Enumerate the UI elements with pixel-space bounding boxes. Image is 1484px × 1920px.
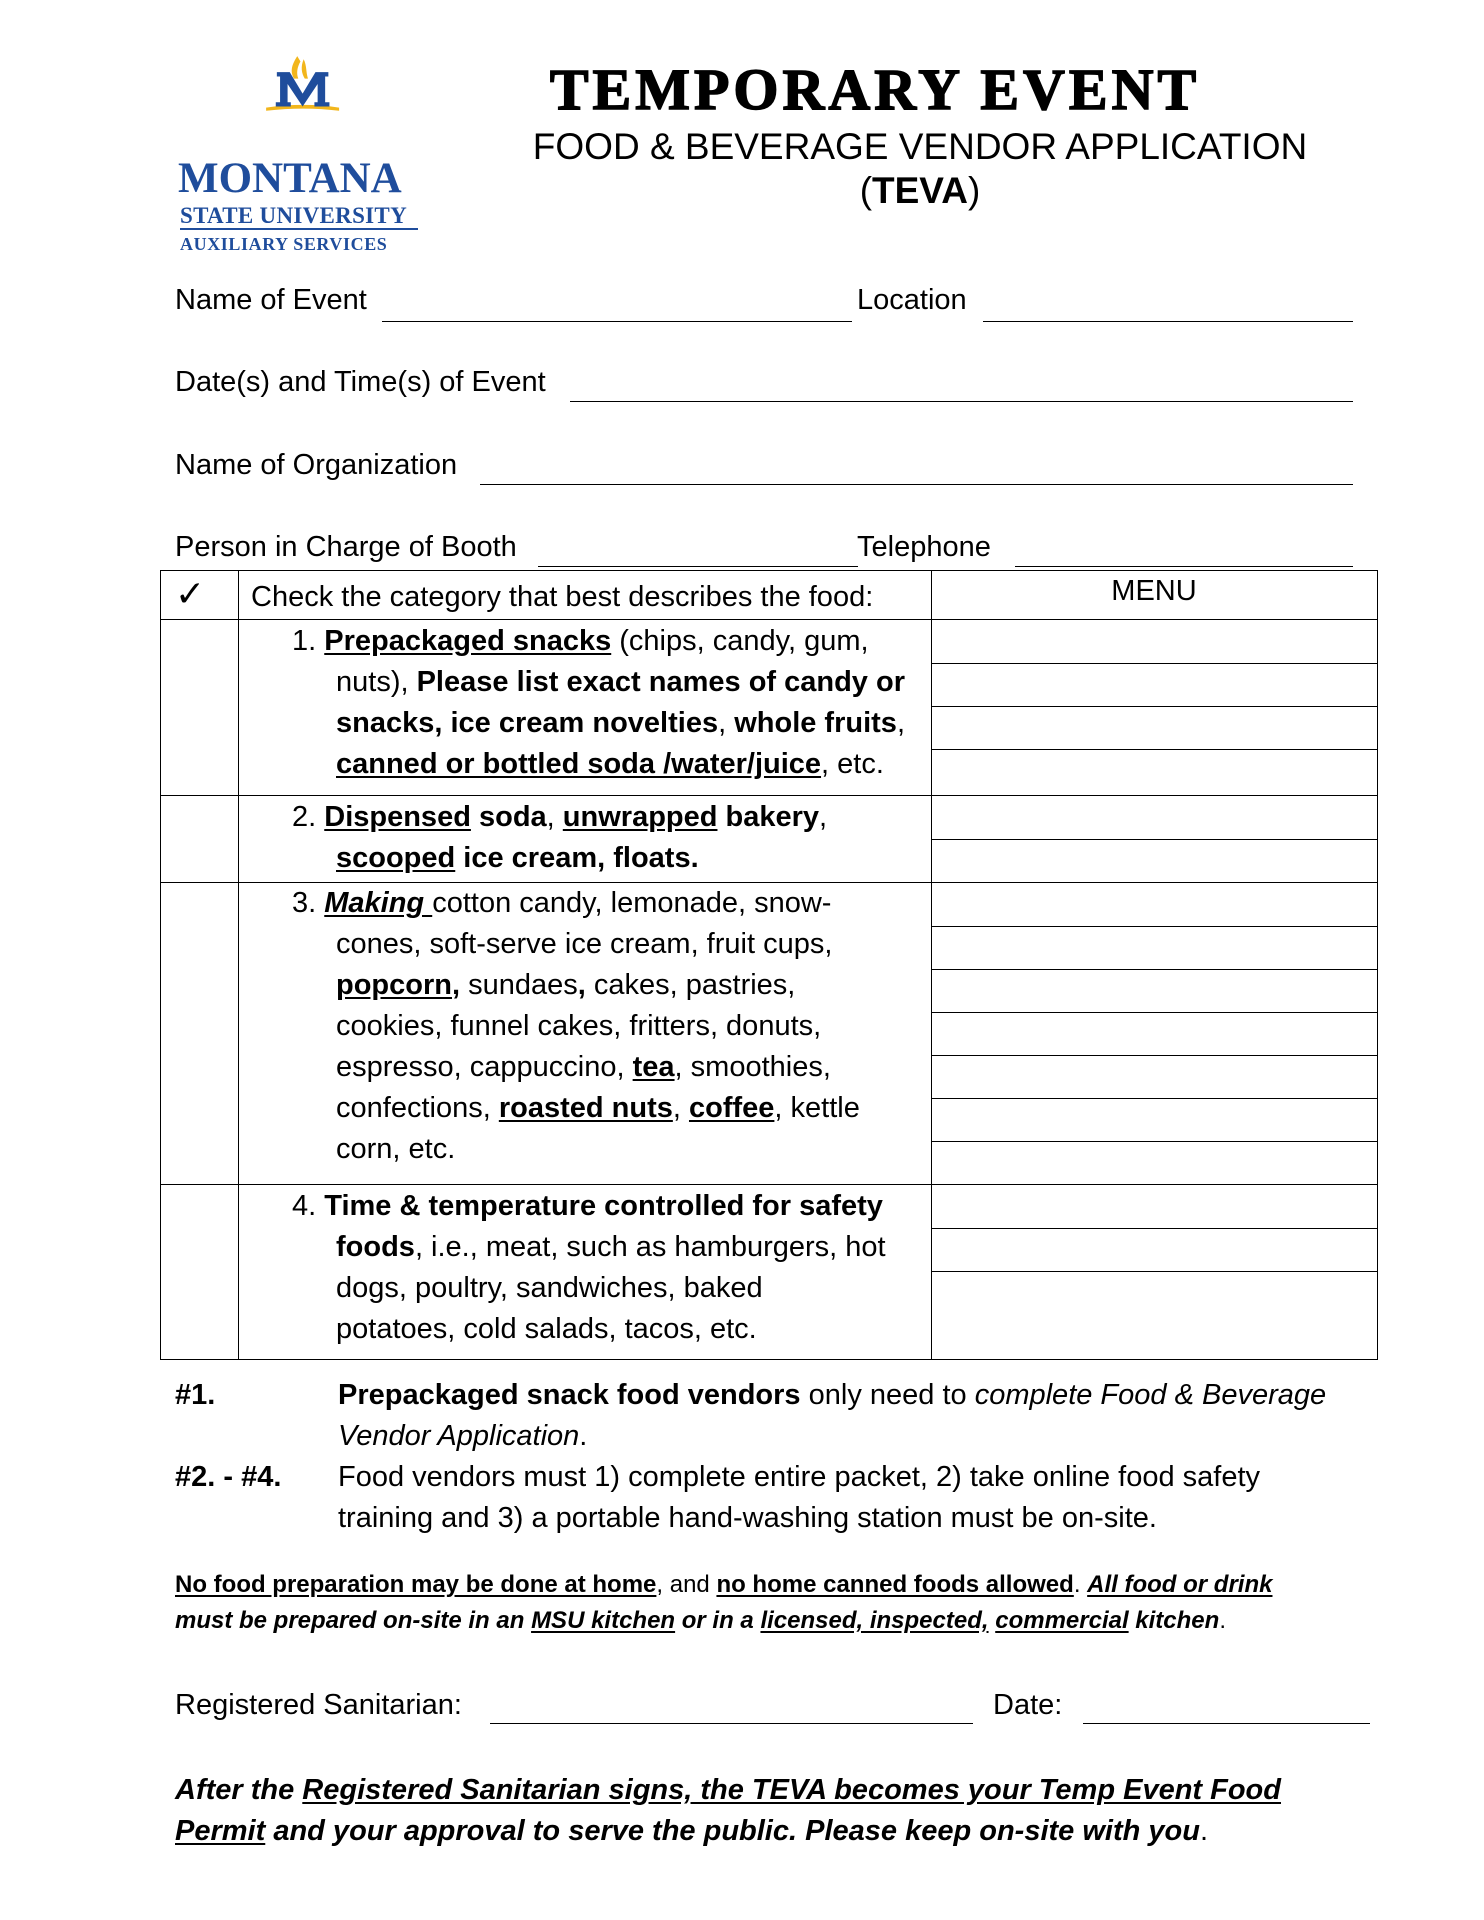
check-mark-icon: ✓ xyxy=(175,573,206,614)
date-field[interactable] xyxy=(1083,1723,1370,1724)
logo-state-university: STATE UNIVERSITY xyxy=(180,203,407,228)
logo-auxiliary-services: AUXILIARY SERVICES xyxy=(180,234,388,254)
dates-field[interactable] xyxy=(570,401,1353,402)
note-2-label: #2. - #4. xyxy=(175,1461,282,1493)
sanitarian-label: Registered Sanitarian: xyxy=(175,1689,462,1721)
menu-header: MENU xyxy=(1111,575,1197,607)
permit-notice: After the Registered Sanitarian signs, the TEVA becomes your Temp Event Food Permit and your approval to serve the public. Please keep on-site with you. xyxy=(175,1774,1281,1847)
note-1-text: Prepackaged snack food vendors only need to complete Food & Beverage Vendor Application. xyxy=(338,1379,1327,1452)
m-letter-icon xyxy=(276,72,330,106)
event-name-field[interactable] xyxy=(382,321,852,322)
food-category-table xyxy=(160,570,1378,1360)
category-2-text: 2. Dispensed soda, unwrapped bakery, scooped ice cream, floats. xyxy=(292,801,828,874)
dates-label: Date(s) and Time(s) of Event xyxy=(175,366,546,398)
msu-logo-mark xyxy=(176,55,426,165)
location-field[interactable] xyxy=(983,321,1353,322)
telephone-field[interactable] xyxy=(1015,566,1353,567)
category-1-checkbox[interactable] xyxy=(165,623,235,791)
location-label: Location xyxy=(857,284,967,316)
flame-icon xyxy=(292,56,301,79)
category-3-checkbox[interactable] xyxy=(165,886,235,1181)
category-2-checkbox[interactable] xyxy=(165,799,235,879)
category-4-checkbox[interactable] xyxy=(165,1188,235,1356)
organization-field[interactable] xyxy=(480,484,1353,485)
event-name-label: Name of Event xyxy=(175,284,367,316)
telephone-label: Telephone xyxy=(857,531,991,563)
date-label: Date: xyxy=(993,1689,1063,1721)
page-title: TEMPORARY EVENT xyxy=(549,57,1201,122)
note-1-label: #1. xyxy=(175,1379,216,1411)
category-header: Check the category that best describes the food: xyxy=(251,581,874,613)
category-3-text: 3. Making cotton candy, lemonade, snow- cones, soft-serve ice cream, fruit cups, popcorn, sundaes, cakes, pastries, cookies, funnel cakes, fritters, donuts, espresso, cappuccino, tea, smoothies, confections, roasted nuts, coffee, kettle corn, etc. xyxy=(292,887,860,1165)
logo-divider xyxy=(180,228,418,230)
organization-label: Name of Organization xyxy=(175,449,458,481)
page-subtitle: FOOD & BEVERAGE VENDOR APPLICATION (TEVA) xyxy=(532,126,1308,211)
home-preparation-warning: No food preparation may be done at home, and no home canned foods allowed. All food or drink must be prepared on-site in an MSU kitchen or in a licensed, inspected, commercial kitchen. xyxy=(175,1571,1273,1634)
logo-montana: MONTANA xyxy=(178,155,402,202)
sanitarian-signature-field[interactable] xyxy=(490,1723,973,1724)
category-1-text: 1. Prepackaged snacks (chips, candy, gum, nuts), Please list exact names of candy or snacks, ice cream novelties, whole fruits, canned or bottled soda /water/juice, etc. xyxy=(292,625,905,780)
person-in-charge-label: Person in Charge of Booth xyxy=(175,531,517,563)
note-2-text: Food vendors must 1) complete entire packet, 2) take online food safety training and 3) a portable hand-washing station must be on-site. xyxy=(338,1461,1261,1534)
category-4-text: 4. Time & temperature controlled for safety foods, i.e., meat, such as hamburgers, hot dogs, poultry, sandwiches, baked potatoes, cold salads, tacos, etc. xyxy=(292,1190,886,1345)
person-in-charge-field[interactable] xyxy=(538,566,858,567)
